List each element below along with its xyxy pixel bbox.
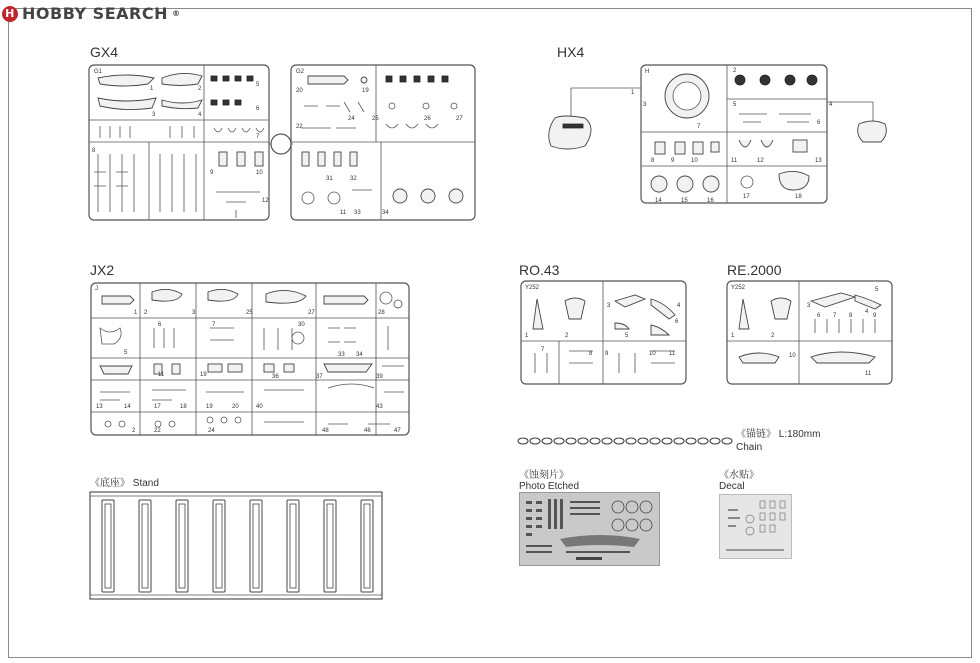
svg-text:2: 2 <box>733 68 737 74</box>
sprue-ro43-drawing <box>519 279 689 387</box>
svg-text:2: 2 <box>565 333 569 339</box>
svg-text:3: 3 <box>152 112 156 118</box>
svg-text:11: 11 <box>158 372 165 378</box>
svg-text:12: 12 <box>262 198 269 204</box>
svg-text:48: 48 <box>322 428 329 434</box>
svg-text:17: 17 <box>154 404 161 410</box>
svg-text:7: 7 <box>833 313 837 319</box>
svg-text:5: 5 <box>625 333 629 339</box>
decal-label: 《水贴》 Decal <box>719 470 759 492</box>
photo-etched-label: 《蚀刻片》 Photo Etched <box>519 470 580 492</box>
photo-etched-drawing <box>520 493 659 565</box>
svg-text:5: 5 <box>733 102 737 108</box>
svg-text:8: 8 <box>651 158 655 164</box>
svg-text:5: 5 <box>124 350 128 356</box>
sprue-re2000-title: RE.2000 <box>727 262 782 278</box>
chain-english-label: Chain <box>736 442 763 453</box>
svg-text:6: 6 <box>817 120 821 126</box>
svg-text:22: 22 <box>296 124 303 130</box>
svg-text:33: 33 <box>354 210 361 216</box>
svg-text:6: 6 <box>256 106 260 112</box>
svg-text:4: 4 <box>829 102 833 108</box>
svg-text:47: 47 <box>394 428 401 434</box>
svg-text:32: 32 <box>350 176 357 182</box>
svg-text:5: 5 <box>875 287 879 293</box>
svg-text:4: 4 <box>865 309 869 315</box>
svg-text:18: 18 <box>795 194 802 200</box>
svg-text:7: 7 <box>212 322 216 328</box>
svg-text:6: 6 <box>158 322 162 328</box>
svg-text:8: 8 <box>92 148 96 154</box>
sprue-hx4-drawing <box>547 62 897 207</box>
svg-text:10: 10 <box>256 170 263 176</box>
svg-text:15: 15 <box>681 198 688 204</box>
chain-length: L:180mm <box>778 429 821 440</box>
svg-text:7: 7 <box>697 124 701 130</box>
svg-text:25: 25 <box>246 310 253 316</box>
svg-text:30: 30 <box>298 322 305 328</box>
svg-text:1: 1 <box>525 333 529 339</box>
svg-text:2: 2 <box>771 333 775 339</box>
svg-text:24: 24 <box>208 428 215 434</box>
svg-text:24: 24 <box>348 116 355 122</box>
svg-text:Y252: Y252 <box>525 285 540 291</box>
svg-text:10: 10 <box>789 353 796 359</box>
svg-text:28: 28 <box>378 310 385 316</box>
svg-text:11: 11 <box>731 158 738 164</box>
svg-text:2: 2 <box>144 310 148 316</box>
svg-text:G2: G2 <box>296 69 305 75</box>
svg-text:Y252: Y252 <box>731 285 746 291</box>
svg-text:G1: G1 <box>94 69 103 75</box>
svg-text:39: 39 <box>376 374 383 380</box>
svg-text:7: 7 <box>541 347 545 353</box>
svg-text:9: 9 <box>210 170 214 176</box>
svg-text:18: 18 <box>180 404 187 410</box>
svg-text:40: 40 <box>256 404 263 410</box>
svg-text:3: 3 <box>192 310 196 316</box>
watermark-brand: HOBBY SEARCH <box>22 4 168 23</box>
svg-text:19: 19 <box>206 404 213 410</box>
svg-text:1: 1 <box>631 90 635 96</box>
svg-text:37: 37 <box>316 374 323 380</box>
decal-sheet <box>719 494 792 559</box>
svg-text:2: 2 <box>132 428 136 434</box>
hobby-search-watermark: H HOBBY SEARCH ® <box>2 4 180 23</box>
svg-text:34: 34 <box>382 210 389 216</box>
svg-text:4: 4 <box>198 112 202 118</box>
sprue-gx4-title: GX4 <box>90 44 119 60</box>
svg-text:1: 1 <box>731 333 735 339</box>
svg-text:10: 10 <box>691 158 698 164</box>
svg-text:8: 8 <box>849 313 853 319</box>
chain-chinese-label: 《锚链》 L:180mm <box>736 429 821 440</box>
svg-text:26: 26 <box>424 116 431 122</box>
chain-drawing <box>517 434 732 448</box>
svg-text:3: 3 <box>607 303 611 309</box>
svg-text:9: 9 <box>873 313 877 319</box>
svg-text:34: 34 <box>356 352 363 358</box>
sprue-ro43-title: RO.43 <box>519 262 560 278</box>
svg-text:3: 3 <box>643 102 647 108</box>
hobby-search-logo-icon: H <box>2 6 18 22</box>
svg-text:27: 27 <box>308 310 315 316</box>
svg-text:14: 14 <box>655 198 662 204</box>
svg-text:3: 3 <box>807 303 811 309</box>
svg-text:11: 11 <box>865 371 872 377</box>
svg-text:25: 25 <box>372 116 379 122</box>
svg-text:16: 16 <box>707 198 714 204</box>
svg-text:19: 19 <box>200 372 207 378</box>
svg-text:46: 46 <box>364 428 371 434</box>
decal-drawing <box>720 495 791 558</box>
svg-text:36: 36 <box>272 374 279 380</box>
svg-text:27: 27 <box>456 116 463 122</box>
svg-text:19: 19 <box>362 88 369 94</box>
svg-text:7: 7 <box>256 134 260 140</box>
svg-text:17: 17 <box>743 194 750 200</box>
sprue-jx2-title: JX2 <box>90 262 115 278</box>
svg-text:6: 6 <box>817 313 821 319</box>
svg-text:2: 2 <box>198 86 202 92</box>
svg-text:1: 1 <box>150 86 154 92</box>
sprue-gx4-drawing <box>86 62 478 224</box>
svg-text:1: 1 <box>134 310 138 316</box>
svg-text:9: 9 <box>605 351 609 357</box>
svg-text:20: 20 <box>296 88 303 94</box>
sprue-re2000-drawing <box>725 279 895 387</box>
svg-text:20: 20 <box>232 404 239 410</box>
svg-text:13: 13 <box>96 404 103 410</box>
svg-text:J: J <box>95 286 98 292</box>
svg-text:H: H <box>645 69 650 75</box>
photo-etched-sheet <box>519 492 660 566</box>
svg-text:43: 43 <box>376 404 383 410</box>
svg-text:11: 11 <box>669 351 676 357</box>
sprue-hx4-title: HX4 <box>557 44 585 60</box>
sprue-jx2-drawing <box>88 280 413 438</box>
svg-text:11: 11 <box>340 210 347 216</box>
svg-text:5: 5 <box>256 82 260 88</box>
svg-text:14: 14 <box>124 404 131 410</box>
svg-text:6: 6 <box>675 319 679 325</box>
svg-text:33: 33 <box>338 352 345 358</box>
svg-text:8: 8 <box>589 351 593 357</box>
svg-text:13: 13 <box>815 158 822 164</box>
svg-text:4: 4 <box>677 303 681 309</box>
svg-text:10: 10 <box>649 351 656 357</box>
svg-text:22: 22 <box>154 428 161 434</box>
svg-text:9: 9 <box>671 158 675 164</box>
svg-text:12: 12 <box>757 158 764 164</box>
stand-label: 《底座》 Stand <box>90 478 159 489</box>
svg-text:31: 31 <box>326 176 333 182</box>
stand-drawing <box>88 490 386 602</box>
